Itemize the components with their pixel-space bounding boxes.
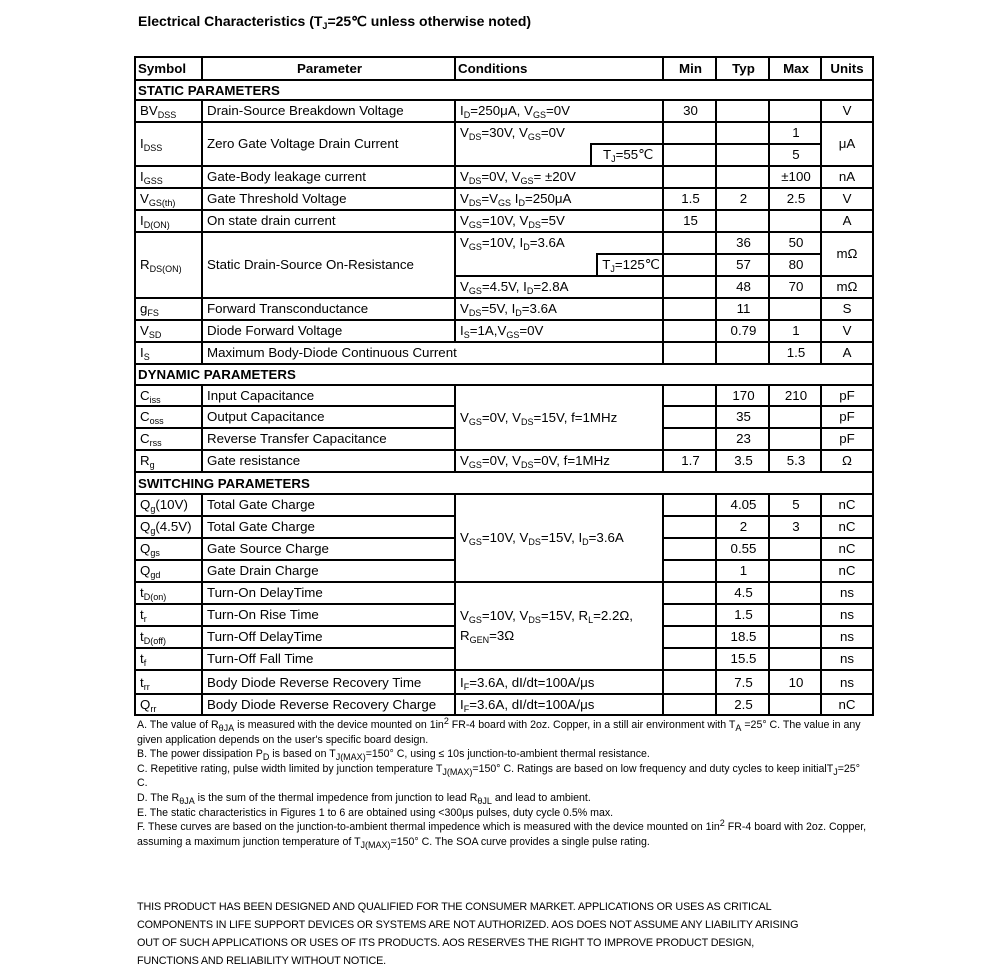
gate-charge-conditions: $V_{GS}=10V$, $V_{DS}=15V$, $I_D=3.6A$ [460, 530, 624, 547]
crss-units: pF [839, 431, 855, 446]
rdson-conditions-4v5: $V_{GS}=4.5V$, $I_D=2.8A$ [460, 279, 569, 296]
disclaimer-line: THIS PRODUCT HAS BEEN DESIGNED AND QUALIFIED FOR THE CONSUMER MARKET. APPLICATIONS OR USES AS CRITICAL [137, 901, 772, 913]
column-divider [715, 671, 717, 693]
column-divider [662, 58, 664, 80]
tdon-max [770, 583, 822, 603]
column-divider [662, 671, 664, 693]
rg-parameter: Gate resistance [207, 453, 301, 468]
column-divider [768, 58, 770, 80]
tdon-parameter: Turn-On DelayTime [207, 585, 323, 600]
coss-max [770, 407, 822, 427]
rg-min: 1.7 [681, 453, 700, 468]
row-divider [136, 669, 872, 671]
header-max: Max [783, 61, 809, 76]
idss-max-55c: 5 [792, 147, 800, 162]
column-divider [201, 58, 203, 80]
coss-typ: 35 [736, 409, 751, 424]
row-divider [136, 405, 454, 407]
igss-parameter: Gate-Body leakage current [207, 169, 366, 184]
tr-typ: 1.5 [734, 607, 753, 622]
column-divider [768, 321, 770, 341]
igss-max: ±100 [781, 169, 811, 184]
tf-units: ns [839, 651, 855, 666]
switching-conditions: $V_{GS}=10V$, $V_{DS}=15V$, $R_L=2.2\Omega$, $R_{GEN}=3\Omega$ [460, 608, 633, 645]
column-divider [596, 253, 598, 275]
qg10-min [664, 495, 717, 515]
column-divider [454, 583, 456, 669]
qrr-units: nC [838, 697, 856, 712]
vsd-max: 1 [792, 323, 800, 338]
column-divider [454, 167, 456, 187]
column-divider [820, 386, 822, 449]
is-max: 1.5 [786, 345, 806, 360]
is-symbol: $I_S$ [140, 345, 150, 362]
crss-symbol: $C_{rss}$ [140, 431, 162, 448]
header-parameter: Parameter [296, 61, 363, 76]
idss-conditions: $V_{DS}=30V$, $V_{GS}=0V$ [460, 125, 565, 142]
column-divider [201, 671, 203, 693]
rg-conditions: $V_{GS}=0V$, $V_{DS}=0V$, f=1MHz [460, 453, 610, 470]
column-divider [820, 233, 822, 297]
igss-units: nA [838, 169, 856, 184]
row-divider [136, 471, 872, 473]
column-divider [454, 386, 456, 449]
column-divider [715, 386, 717, 449]
tf-parameter: Turn-Off Fall Time [207, 651, 314, 666]
trr-symbol: $t_{rr}$ [140, 675, 150, 692]
column-divider [454, 101, 456, 121]
page-title: Electrical Characteristics ($T_J=25℃$ unless otherwise noted) [138, 13, 532, 31]
row-divider [136, 647, 454, 649]
idss-symbol: $I_{DSS}$ [140, 136, 163, 153]
vgsth-conditions: $V_{DS}=V_{GS}$ $I_D=250\mu A$ [460, 191, 572, 208]
tf-min [664, 649, 717, 669]
column-divider [662, 321, 664, 341]
column-divider [662, 299, 664, 319]
column-divider [715, 101, 717, 121]
column-divider [768, 343, 770, 363]
column-divider [715, 58, 717, 80]
disclaimer-line: OUT OF SUCH APPLICATIONS OR USES OF ITS PRODUCTS. AOS RESERVES THE RIGHT TO IMPROVE PRODUCT DESIGN, [137, 937, 755, 949]
crss-min [664, 429, 717, 449]
qg45-units: nC [838, 519, 856, 534]
tdoff-typ: 18.5 [730, 629, 757, 644]
igss-symbol: $I_{GSS}$ [140, 169, 163, 186]
footnotes [137, 718, 867, 849]
column-divider [820, 695, 822, 715]
bvdss-units: V [842, 103, 852, 118]
idon-conditions: $V_{GS}=10V$, $V_{DS}=5V$ [460, 213, 565, 230]
column-divider [768, 299, 770, 319]
header-typ: Typ [732, 61, 755, 76]
column-divider [590, 144, 592, 165]
column-divider [820, 211, 822, 231]
rg-typ: 3.5 [734, 453, 753, 468]
column-divider [820, 451, 822, 471]
tr-symbol: $t_r$ [140, 607, 147, 624]
section-dynamic-parameters: DYNAMIC PARAMETERS [138, 367, 296, 382]
idss-parameter: Zero Gate Voltage Drain Current [207, 136, 399, 151]
qg45-parameter: Total Gate Charge [207, 519, 315, 534]
footnote-f: F. These curves are based on the junction-to-ambient thermal impedence which is measured with the device mounted on $1in^2$ FR-4 board with 2oz. Copper, assuming a maximum junction temperature of $T_{J(MAX)}=150^\circ$ C. The SOA curve provides a single pulse rating. [137, 818, 867, 850]
row-divider [662, 625, 872, 627]
tdoff-max [770, 627, 822, 647]
rdson-typ-4v5: 48 [736, 279, 751, 294]
vgsth-min: 1.5 [681, 191, 700, 206]
footnote-d: D. The $R_{\theta JA}$ is the sum of the thermal impedence from junction to lead $R_{\theta JL}$ and lead to ambient. [137, 791, 591, 806]
rdson-sub-condition: $T_J=125℃$ [602, 257, 660, 274]
column-divider [454, 695, 456, 715]
coss-units: pF [839, 409, 855, 424]
column-divider [768, 101, 770, 121]
qg45-symbol: $Q_g(4.5V)$ [140, 519, 192, 536]
row-divider [136, 537, 454, 539]
row-divider [662, 559, 872, 561]
column-divider [768, 211, 770, 231]
column-divider [820, 189, 822, 209]
header-symbol: Symbol [138, 61, 187, 76]
column-divider [201, 343, 203, 363]
tdon-typ: 4.5 [734, 585, 753, 600]
qgs-typ: 0.55 [730, 541, 757, 556]
footnote-c: C. Repetitive rating, pulse width limited by junction temperature $T_{J(MAX)}=150^\circ$ C. Ratings are based on low frequency and duty cycles to keep initialT$_J$=25° C. [137, 762, 860, 790]
column-divider [820, 321, 822, 341]
row-divider [596, 253, 822, 255]
bvdss-min: 30 [683, 103, 698, 118]
column-divider [715, 451, 717, 471]
column-divider [715, 167, 717, 187]
qg45-max: 3 [792, 519, 800, 534]
gfs-symbol: $g_{FS}$ [140, 301, 159, 318]
column-divider [768, 233, 770, 297]
igss-typ [717, 167, 770, 187]
column-divider [662, 343, 664, 363]
row-divider [662, 405, 872, 407]
ciss-max: 210 [784, 388, 808, 403]
column-divider [454, 123, 456, 165]
trr-parameter: Body Diode Reverse Recovery Time [207, 675, 422, 690]
qgs-min [664, 539, 717, 559]
column-divider [820, 671, 822, 693]
rdson-units: mΩ [836, 246, 858, 261]
qg45-min [664, 517, 717, 537]
tr-units: ns [839, 607, 855, 622]
is-units: A [842, 345, 852, 360]
column-divider [201, 211, 203, 231]
column-divider [201, 123, 203, 165]
qg10-typ: 4.05 [730, 497, 757, 512]
footnote-a: A. The value of $R_{\theta JA}$ is measured with the device mounted on $1in^2$ FR-4 board with 2oz. Copper, in a still air environment with $T_A =25^\circ$ C. The value in any given application depends on the user's specific board design. [137, 716, 861, 746]
qgd-parameter: Gate Drain Charge [207, 563, 319, 578]
qrr-parameter: Body Diode Reverse Recovery Charge [207, 697, 437, 712]
tr-parameter: Turn-On Rise Time [207, 607, 319, 622]
column-divider [662, 451, 664, 471]
column-divider [662, 695, 664, 715]
gfs-parameter: Forward Transconductance [207, 301, 369, 316]
column-divider [454, 58, 456, 80]
rdson-parameter: Static Drain-Source On-Resistance [207, 257, 414, 272]
coss-min [664, 407, 717, 427]
tdoff-units: ns [839, 629, 855, 644]
column-divider [454, 451, 456, 471]
crss-parameter: Reverse Transfer Capacitance [207, 431, 387, 446]
tf-typ: 15.5 [730, 651, 757, 666]
idss-sub-condition: $T_J=55℃$ [602, 147, 654, 164]
gfs-typ: 11 [736, 301, 751, 316]
column-divider [768, 189, 770, 209]
column-divider [768, 671, 770, 693]
rdson-max-10v: 50 [788, 235, 804, 250]
gfs-max [770, 299, 822, 319]
qgs-symbol: $Q_{gs}$ [140, 541, 160, 558]
vgsth-units: V [842, 191, 852, 206]
ciss-symbol: $C_{iss}$ [140, 388, 161, 405]
header-units: Units [830, 61, 864, 76]
gfs-units: S [842, 301, 852, 316]
vsd-units: V [842, 323, 852, 338]
qrr-symbol: $Q_{rr}$ [140, 697, 157, 714]
qrr-min [664, 695, 717, 715]
trr-typ: 7.5 [734, 675, 753, 690]
trr-min [664, 672, 717, 693]
section-switching-parameters: SWITCHING PARAMETERS [138, 476, 310, 491]
column-divider [662, 211, 664, 231]
qrr-typ: 2.5 [734, 697, 753, 712]
gfs-min [664, 299, 717, 319]
qg10-max: 5 [792, 497, 800, 512]
qrr-max [770, 695, 822, 715]
vsd-conditions: $I_S=1A,V_{GS}=0V$ [460, 323, 544, 340]
row-divider [662, 537, 872, 539]
column-divider [201, 386, 203, 449]
column-divider [715, 299, 717, 319]
row-divider [454, 275, 872, 277]
idon-min: 15 [683, 213, 698, 228]
idon-parameter: On state drain current [207, 213, 336, 228]
ciss-typ: 170 [732, 388, 755, 403]
gfs-conditions: $V_{DS}=5V$, $I_D=3.6A$ [460, 301, 557, 318]
coss-parameter: Output Capacitance [207, 409, 325, 424]
column-divider [454, 321, 456, 341]
ciss-min [664, 386, 717, 405]
bvdss-symbol: $BV_{DSS}$ [140, 103, 177, 120]
rdson-max-125c: 80 [788, 257, 804, 272]
row-divider [136, 625, 454, 627]
row-divider [136, 427, 454, 429]
column-divider [715, 211, 717, 231]
vsd-symbol: $V_{SD}$ [140, 323, 162, 340]
idon-max [770, 211, 822, 231]
column-divider [201, 451, 203, 471]
column-divider [454, 299, 456, 319]
column-divider [820, 343, 822, 363]
coss-symbol: $C_{oss}$ [140, 409, 164, 426]
tdon-symbol: $t_{D(on)}$ [140, 585, 167, 602]
disclaimer-line: COMPONENTS IN LIFE SUPPORT DEVICES OR SYSTEMS ARE NOT AUTHORIZED. AOS DOES NOT ASSUME ANY LIABILITY ARISING [137, 919, 799, 931]
qg10-symbol: $Q_g(10V)$ [140, 497, 188, 514]
column-divider [715, 321, 717, 341]
electrical-characteristics-table [134, 56, 874, 716]
idon-symbol: $I_{D(ON)}$ [140, 213, 170, 230]
column-divider [454, 671, 456, 693]
tf-symbol: $t_f$ [140, 651, 147, 668]
capacitance-conditions: $V_{GS}=0V$, $V_{DS}=15V$, f=1MHz [460, 410, 618, 427]
qg10-parameter: Total Gate Charge [207, 497, 315, 512]
is-min [664, 343, 717, 363]
qgd-units: nC [838, 563, 856, 578]
section-static-parameters: STATIC PARAMETERS [138, 83, 280, 98]
crss-typ: 23 [736, 431, 751, 446]
bvdss-conditions: $I_D=250\mu A$, $V_{GS}=0V$ [460, 103, 570, 120]
row-divider [662, 515, 872, 517]
is-parameter: Maximum Body-Diode Continuous Current [207, 345, 457, 360]
tdoff-parameter: Turn-Off DelayTime [207, 629, 323, 644]
ciss-parameter: Input Capacitance [207, 388, 315, 403]
bvdss-typ [717, 101, 770, 121]
vgsth-max: 2.5 [786, 191, 806, 206]
column-divider [820, 299, 822, 319]
rdson-symbol: $R_{DS(ON)}$ [140, 257, 182, 274]
tdoff-min [664, 627, 717, 647]
is-typ [717, 343, 770, 363]
column-divider [662, 189, 664, 209]
trr-max: 10 [788, 675, 804, 690]
rdson-conditions-10v: $V_{GS}=10V$, $I_D=3.6A$ [460, 235, 565, 252]
qrr-conditions: $I_F=3.6A$, dI/dt=100A/μs [460, 697, 595, 714]
row-divider [136, 515, 454, 517]
is-conditions [458, 343, 664, 363]
column-divider [768, 451, 770, 471]
column-divider [820, 58, 822, 80]
column-divider [715, 189, 717, 209]
qgd-typ: 1 [739, 563, 748, 578]
qgd-min [664, 561, 717, 581]
tr-max [770, 605, 822, 625]
trr-units: ns [839, 675, 855, 690]
row-divider [136, 559, 454, 561]
column-divider [715, 695, 717, 715]
qgs-max [770, 539, 822, 559]
row-divider [662, 603, 872, 605]
footnote-b: B. The power dissipation $P_D$ is based on $T_{J(MAX)}=150^\circ$ C, using ≤ 10s junction-to-ambient thermal resistance. [137, 748, 650, 763]
column-divider [768, 695, 770, 715]
qg10-units: nC [838, 497, 856, 512]
rg-max: 5.3 [786, 453, 806, 468]
row-divider [662, 647, 872, 649]
column-divider [768, 386, 770, 449]
qgd-max [770, 561, 822, 581]
tdon-min [664, 583, 717, 603]
column-divider [454, 233, 456, 297]
column-divider [662, 167, 664, 187]
column-divider [454, 189, 456, 209]
disclaimer [137, 898, 877, 970]
column-divider [768, 167, 770, 187]
vgsth-typ: 2 [739, 191, 748, 206]
column-divider [454, 495, 456, 581]
column-divider [201, 695, 203, 715]
header-conditions: Conditions [458, 61, 528, 76]
rdson-units-4v5: mΩ [836, 279, 858, 294]
column-divider [715, 233, 717, 297]
qgs-parameter: Gate Source Charge [207, 541, 329, 556]
rdson-max-4v5: 70 [788, 279, 804, 294]
column-divider [201, 321, 203, 341]
vsd-min [664, 321, 717, 341]
rg-symbol: $R_g$ [140, 453, 155, 470]
column-divider [201, 167, 203, 187]
column-divider [662, 101, 664, 121]
tf-max [770, 649, 822, 669]
idon-typ [717, 211, 770, 231]
vsd-typ: 0.79 [730, 323, 757, 338]
vgsth-parameter: Gate Threshold Voltage [207, 191, 347, 206]
qgs-units: nC [838, 541, 856, 556]
crss-max [770, 429, 822, 449]
column-divider [201, 299, 203, 319]
row-divider [662, 427, 872, 429]
bvdss-max [770, 101, 822, 121]
rdson-typ-10v: 36 [736, 235, 751, 250]
bvdss-parameter: Drain-Source Breakdown Voltage [207, 103, 404, 118]
idss-max: 1 [792, 125, 800, 140]
column-divider [662, 233, 664, 297]
column-divider [201, 101, 203, 121]
header-min: Min [679, 61, 702, 76]
column-divider [820, 167, 822, 187]
column-divider [820, 101, 822, 121]
idss-units: μA [838, 136, 856, 151]
column-divider [715, 343, 717, 363]
qgd-symbol: $Q_{gd}$ [140, 563, 161, 580]
tdoff-symbol: $t_{D(off)}$ [140, 629, 167, 646]
column-divider [662, 386, 664, 449]
row-divider [136, 603, 454, 605]
idon-units: A [842, 213, 852, 228]
qg45-typ: 2 [739, 519, 748, 534]
igss-min [664, 167, 717, 187]
row-divider [590, 143, 822, 145]
rg-units: Ω [842, 453, 852, 468]
column-divider [201, 233, 203, 297]
tr-min [664, 605, 717, 625]
vgsth-symbol: $V_{GS(th)}$ [140, 191, 176, 208]
rdson-typ-125c: 57 [736, 257, 751, 272]
disclaimer-line: FUNCTIONS AND RELIABILITY WITHOUT NOTICE. [137, 955, 387, 967]
column-divider [201, 189, 203, 209]
footnote-e: E. The static characteristics in Figures 1 to 6 are obtained using <300μs pulses, duty cycle 0.5% max. [137, 806, 614, 819]
trr-conditions: $I_F=3.6A$, dI/dt=100A/μs [460, 675, 595, 692]
igss-conditions: $V_{DS}=0V$, $V_{GS}= \pm 20V$ [460, 169, 576, 186]
ciss-units: pF [839, 388, 855, 403]
column-divider [454, 211, 456, 231]
vsd-parameter: Diode Forward Voltage [207, 323, 343, 338]
tdon-units: ns [839, 585, 855, 600]
